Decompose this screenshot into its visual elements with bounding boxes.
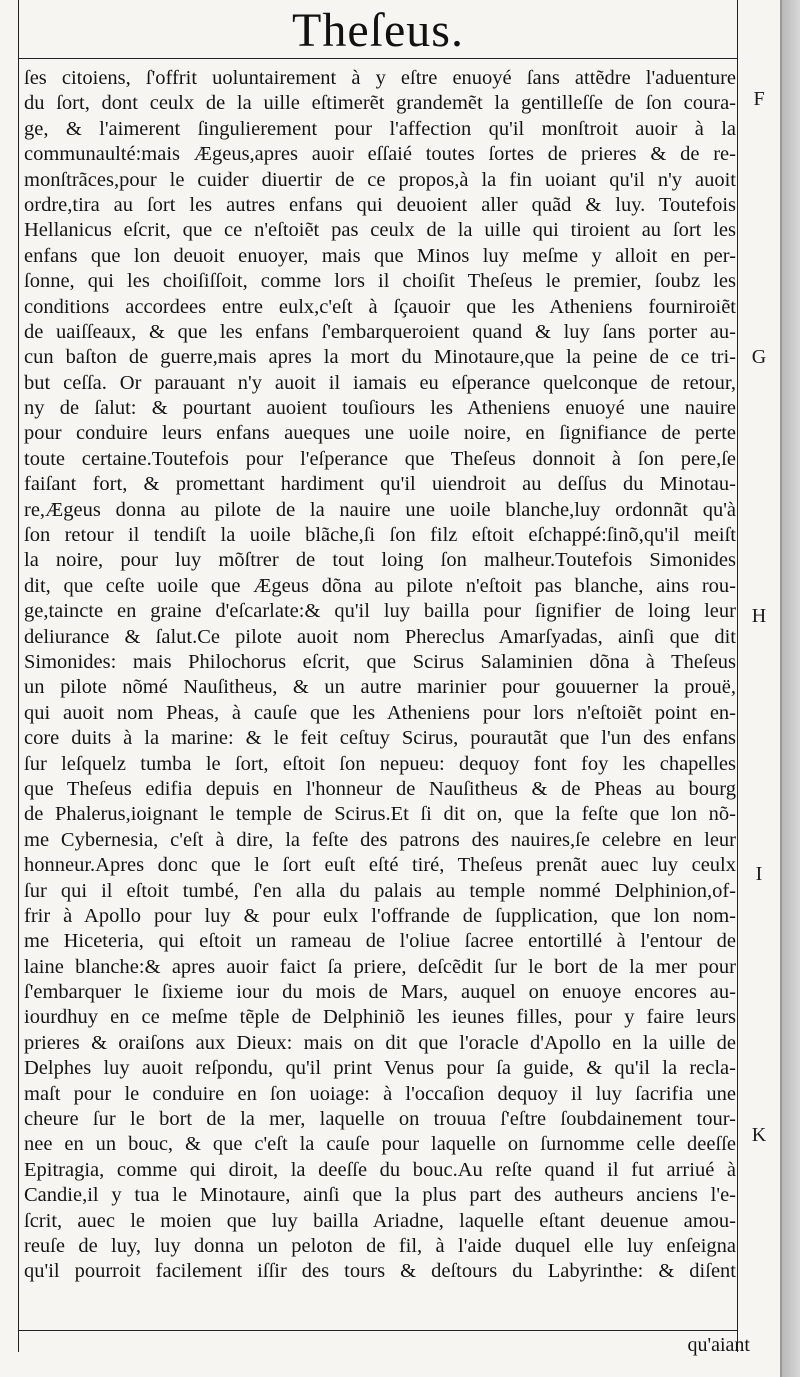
- text-line: pour conduire leurs enfans aueques une uoile noire, en ſignifiance de perte: [24, 422, 736, 445]
- text-line: maſt pour le conduire en ſon uoiage: à l'occaſion dequoy il luy ſacrifia une: [24, 1082, 736, 1105]
- text-line: core duits à la marine: & le feit ceſtuy Scirus, pourautãt que l'un des enfans: [24, 727, 736, 750]
- text-line: re,Ægeus donna au pilote de la nauire une uoile blanche,luy ordonnãt qu'à: [24, 498, 736, 521]
- text-line: ordre,tira au ſort les autres enfans qui deuoient aller quãd & luy. Toutefois: [24, 193, 736, 216]
- header-rule: [18, 58, 738, 59]
- right-frame-rule: [737, 0, 738, 1352]
- margin-letter-g: G: [751, 346, 767, 368]
- text-line: qu'il pourroit facilement iſſir des tours & deſtours du Labyrinthe: & diſent: [24, 1260, 736, 1283]
- margin-letter-f: F: [753, 88, 765, 110]
- text-line: honneur.Apres donc que le ſort euſt eſté tiré, Theſeus prenãt auec luy ceulx: [24, 854, 736, 877]
- text-line: Epitragia, comme qui diroit, la deeſſe du bouc.Au reſte quand il fut arriué à: [24, 1158, 736, 1181]
- text-line: laine blanche:& apres auoir faict ſa priere, deſcẽdit ſur le bort de la mer pour: [24, 955, 736, 978]
- text-line: dit, que ceſte uoile que Ægeus dõna au pilote n'eſtoit pas blanche, ains rou-: [24, 574, 736, 597]
- text-line: ny de ſalut: & pourtant auoient touſiours les Atheniens enuoyé une nauire: [24, 397, 736, 420]
- text-line: cun baſton de guerre,mais apres la mort du Minotaure,que la peine de ce tri-: [24, 346, 736, 369]
- text-line: faiſant fort, & promettant hardiment qu'il uiendroit au deſſus du Minotau-: [24, 473, 736, 496]
- page-edge: [782, 0, 800, 1377]
- margin-letter-i: I: [755, 863, 763, 885]
- margin-letter-k: K: [751, 1124, 767, 1146]
- left-frame-rule: [18, 0, 19, 1352]
- text-line: nee en un bouc, & que c'eſt la cauſe pour laquelle on ſurnomme celle deeſſe: [24, 1133, 736, 1156]
- text-line: reuſe de luy, luy donna un peloton de fil, à l'aide duquel elle luy enſeigna: [24, 1234, 736, 1257]
- text-line: ge, & l'aimerent ſingulierement pour l'affection qu'il monſtroit auoir à la: [24, 117, 736, 140]
- text-line: Candie,il y tua le Minotaure, ainſi que la plus part des autheurs anciens l'e-: [24, 1184, 736, 1207]
- text-line: Hellanicus eſcrit, que ce n'eſtoiẽt pas ceulx de la uille qui tiroient au ſort les: [24, 219, 736, 242]
- text-line: un pilote nõmé Nauſitheus, & un autre marinier pour gouuerner la prouë,: [24, 676, 736, 699]
- text-line: qui auoit nom Pheas, à cauſe que les Atheniens pour lors n'eſtoiẽt point en-: [24, 701, 736, 724]
- text-line: enfans que lon deuoit enuoyer, mais que Minos luy meſme y alloit en per-: [24, 244, 736, 267]
- text-line: ſur qui il eſtoit tumbé, ſ'en alla du palais au temple nommé Delphinion,of-: [24, 879, 736, 902]
- text-line: ſes citoiens, ſ'offrit uoluntairement à y eſtre enuoyé ſans attẽdre l'aduenture: [24, 67, 736, 89]
- text-line: de uaiſſeaux, & que les enfans ſ'embarqueroient quand & luy ſans porter au-: [24, 320, 736, 343]
- text-line: ge,taincte en graine d'eſcarlate:& qu'il luy bailla pour ſignifier de loing leur: [24, 600, 736, 623]
- text-line: me Hiceteria, qui eſtoit un rameau de l'oliue ſacree entortillé à l'entour de: [24, 930, 736, 953]
- text-line: ſ'embarquer le ſixieme iour du mois de Mars, auquel on enuoye encores au-: [24, 981, 736, 1004]
- margin-letter-h: H: [751, 605, 767, 627]
- footer-rule: [18, 1330, 738, 1331]
- text-line: ſcrit, auec le moien que luy bailla Ariadne, laquelle eſtant deuenue amou-: [24, 1209, 736, 1232]
- text-line: Simonides: mais Philochorus eſcrit, que Scirus Salaminien dõna à Theſeus: [24, 650, 736, 673]
- text-line: monſtrãces,pour le cuider diuertir de ce propos,à la fin uoiant qu'il n'y auoit: [24, 168, 736, 191]
- text-line: but ceſſa. Or parauant n'y auoit il iamais eu eſperance quelconque de retour,: [24, 371, 736, 394]
- text-line: frir à Apollo pour luy & pour eulx l'offrande de ſupplication, que lon nom-: [24, 904, 736, 927]
- text-line: prieres & oraiſons aux Dieux: mais on dit que l'oracle d'Apollo en la uille de: [24, 1031, 736, 1054]
- text-line: ſur leſquelz tumba le ſort, eſtoit ſon nepueu: dequoy font foy les chapelles: [24, 752, 736, 775]
- text-line: ſon retour il tendiſt la uoile blãche,ſi ſon filz eſtoit eſchappé:ſinõ,qu'il meiſt: [24, 524, 736, 547]
- catchword: qu'aiant: [687, 1334, 750, 1356]
- text-line: conditions accordees entre eulx,c'eſt à ſçauoir que les Atheniens fourniroiẽt: [24, 295, 736, 318]
- text-line: ſonne, qui les choiſiſſoit, comme lors il choiſit Theſeus le premier, ſoubz les: [24, 270, 736, 293]
- text-line: Delphes luy auoit reſpondu, qu'il print Venus pour ſa guide, & qu'il la recla-: [24, 1057, 736, 1080]
- text-line: iourdhuy en ce meſme tẽple de Delphiniõ les ieunes filles, pour y faire leurs: [24, 1006, 736, 1029]
- text-line: cheure ſur le bort de la mer, laquelle on trouua ſ'eſtre ſoubdainement tour-: [24, 1108, 736, 1131]
- text-line: me Cybernesia, c'eſt à dire, la feſte des patrons des nauires,ſe celebre en leur: [24, 828, 736, 851]
- text-line: la noire, pour luy mõſtrer de tout loing ſon malheur.Toutefois Simonides: [24, 549, 736, 572]
- body-text: [24, 66, 736, 1285]
- text-line: de Phalerus,ioignant le temple de Scirus.Et ſi dit on, que la feſte que lon nõ-: [24, 803, 736, 826]
- running-head: Theſeus.: [292, 4, 464, 57]
- text-line: que Theſeus edifia depuis en l'honneur de Nauſitheus & de Pheas au bourg: [24, 777, 736, 800]
- text-line: du ſort, dont ceulx de la uille eſtimerẽt grandemẽt la gentilleſſe de ſon coura-: [24, 92, 736, 115]
- text-line: communaulté:mais Ægeus,apres auoir eſſaié toutes ſortes de prieres & de re-: [24, 143, 736, 166]
- text-line: deliurance & ſalut.Ce pilote auoit nom Phereclus Amarſyadas, ainſi que dit: [24, 625, 736, 648]
- text-line: toute certaine.Toutefois pour l'eſperance que Theſeus donnoit à ſon pere,ſe: [24, 447, 736, 470]
